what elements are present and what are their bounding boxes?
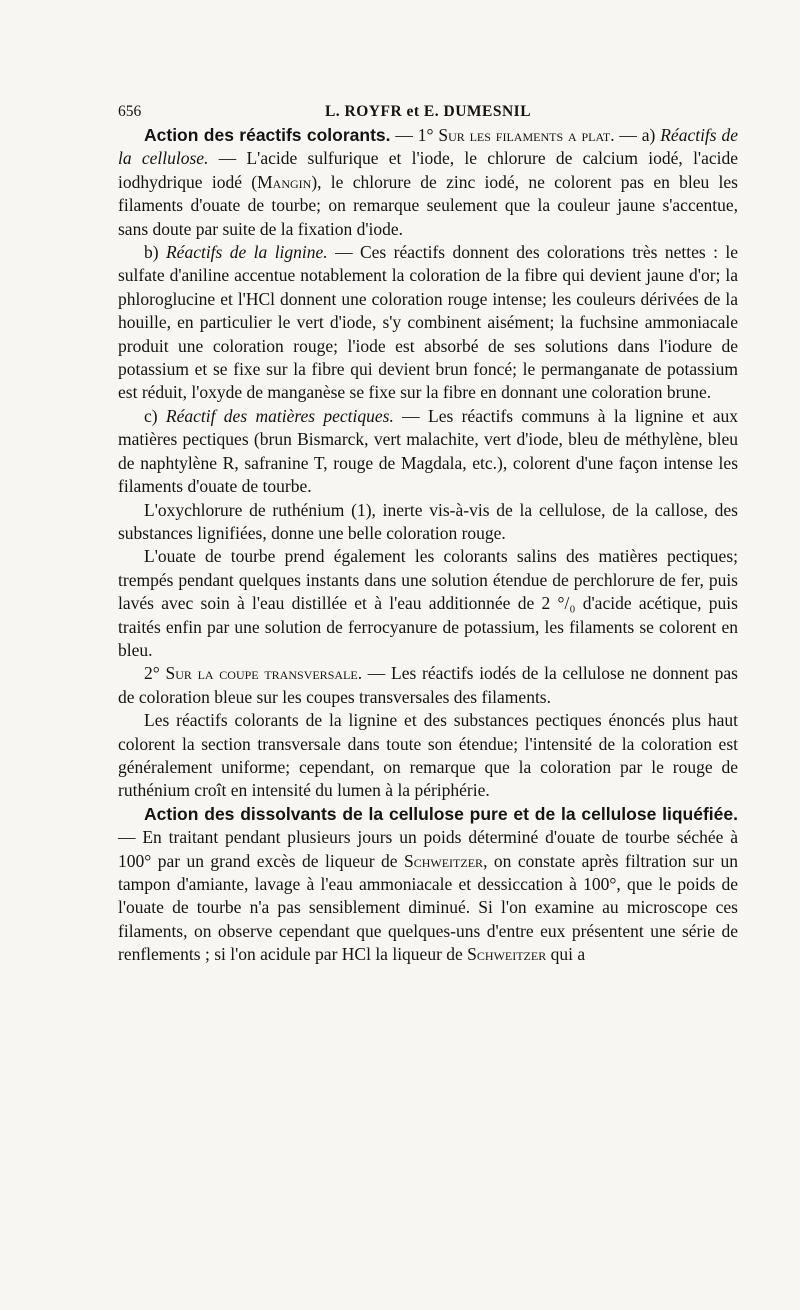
label-reactifs-lignine: Réactifs de la lignine. — [165, 242, 328, 263]
section-heading-dissolvants: Action des dissolvants de la cellulose pure et de la cellulose liquéfiée. — [144, 803, 738, 824]
paragraph-coupe-transversale: 2° Sur la coupe transversale. — Les réactifs iodés de la cellulose ne donnent pas de coloration bleue sur les coupes transversales des filaments. — [118, 663, 738, 707]
page-number: 656 — [118, 103, 142, 120]
paragraph-ruthenium: L'oxychlorure de ruthénium (1), inerte vis-à-vis de la cellulose, de la callose, des substances lignifiées, donne une belle coloration rouge. — [118, 499, 738, 543]
header-authors: L. ROYFR et E. DUMESNIL — [324, 103, 532, 120]
running-head — [118, 100, 738, 122]
author-name-schweitzer: Schweitzer — [467, 944, 547, 965]
label-matieres-pectiques: Réactif des matières pectiques. — [165, 405, 394, 426]
paragraph-matieres-pectiques: c) Réactif des matières pectiques. — Les réactifs communs à la lignine et aux matières pectiques (brun Bismarck, vert malachite, vert d'iode, bleu de méthylène, bleu de naphtylène R, safranine T, rouge de Magdala, etc.), colorent d'une façon intense les filaments d'ouate de tourbe. — [118, 405, 738, 497]
subsection-title-filaments: Sur les filaments a plat — [438, 125, 611, 145]
paragraph-reactifs-lignine: b) Réactifs de la lignine. — Ces réactifs donnent des colorations très nettes : le sulfate d'aniline accentue notablement la coloration de la fibre qui devient jaune d'or; la phloroglucine et l'HCl donnent une coloration rouge intense; les couleurs dérivées de la houille, en particulier le vert d'iode, s'y combinent aisément; la fuchsine ammoniacale produit une coloration rouge; l'iode est absorbé de ses solutions dans l'iodure de potassium et se fixe sur la fibre qui devient brun foncé; le permanganate de potassium est réduit, l'oxyde de manganèse se fixe sur la fibre en donnant une coloration brune. — [118, 242, 738, 403]
author-name-mangin: Mangin — [257, 171, 312, 192]
author-name-schweitzer: Schweitzer — [404, 850, 484, 871]
label-reactifs-cellulose: Réactifs de la cellulose. — [118, 125, 738, 169]
paragraph-colorants-salins: L'ouate de tourbe prend également les colorants salins des matières pectiques; trempés pendant quelques instants dans une solution étendue de perchlorure de fer, puis lavés avec soin à l'eau distillée et à l'eau additionnée de 2 °/₀ d'acide acétique, puis traités enfin par une solution de ferrocyanure de potassium, les filaments se colorent en bleu. — [118, 546, 738, 660]
subsection-title-coupe: Sur la coupe transversale — [165, 663, 358, 684]
paragraph-section-transversale: Les réactifs colorants de la lignine et des substances pectiques énoncés plus haut colorent la section transversale dans toute son étendue; l'intensité de la coloration est généralement uniforme; cependant, on remarque que la coloration par le rouge de ruthénium croît en intensité du lumen à la périphérie. — [118, 710, 738, 801]
paragraph-reactifs-cellulose: Action des réactifs colorants. — 1° Sur les filaments a plat. — a) Réactifs de la cellulose. — L'acide sulfurique et l'iode, le chlorure de calcium iodé, l'acide iodhydrique iodé (Mangin), le chlorure de zinc iodé, ne colorent pas en bleu les filaments d'ouate de tourbe; on remarque seulement que la couleur jaune s'accentue, sans doute par suite de la fixation d'iode. — [118, 125, 738, 239]
page-body — [118, 100, 738, 967]
paragraph-dissolvants: Action des dissolvants de la cellulose pure et de la cellulose liquéfiée. — En traitant pendant plusieurs jours un poids déterminé d'ouate de tourbe séchée à 100° par un grand excès de liqueur de Schweitzer, on constate après filtration sur un tampon d'amiante, lavage à l'eau ammoniacale et dessiccation à 100°, que le poids de l'ouate de tourbe n'a pas sensiblement diminué. Si l'on examine au microscope ces filaments, on observe cependant que quelques-uns d'entre eux présentent une série de renflements ; si l'on acidule par HCl la liqueur de Schweitzer qui a — [118, 803, 739, 965]
section-heading-reactifs-colorants: Action des réactifs colorants. — [144, 125, 391, 145]
